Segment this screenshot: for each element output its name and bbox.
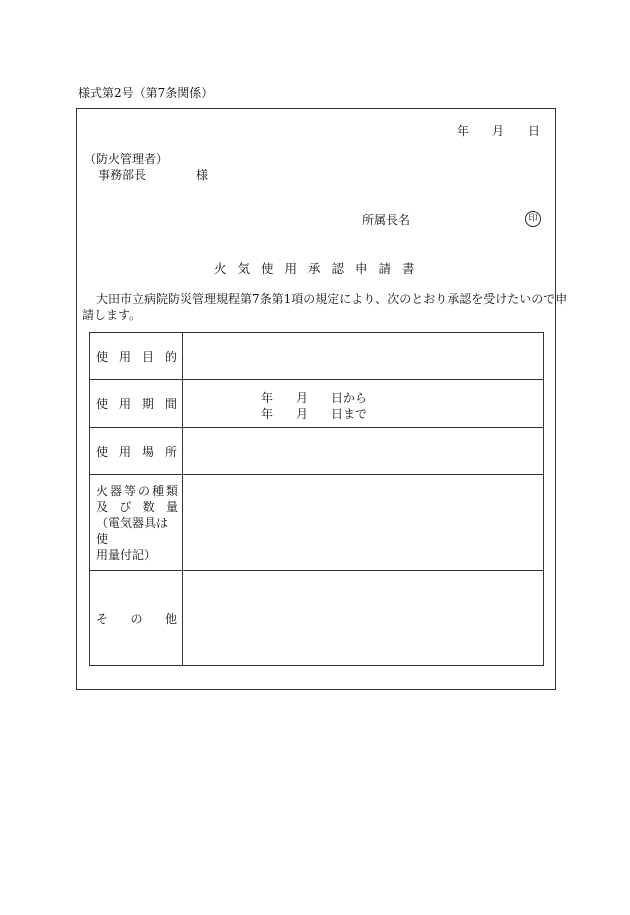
period-from-year: 年 [261,391,274,405]
equipment-label: 火 器 等 の 種 類 及 び 数 量 （電気器具は使 用量付記） [96,483,178,562]
addressee-title: 事務部長 [98,168,147,182]
table-row-period [90,380,544,428]
body-text-line-1: 大田市立病院防災管理規程第7条第1項の規定により、次のとおり承認を受けたいので申 [96,292,568,306]
document-title: 火気使用承認申請書 [214,261,426,276]
place-label: 使 用 場 所 [96,444,177,459]
date-month-label: 月 [492,124,505,138]
seal-mark: 印 [525,211,541,227]
period-from-month: 月 [296,391,309,405]
period-to-month: 月 [296,407,309,421]
table-row-purpose [90,333,544,380]
place-value-cell[interactable] [183,428,544,475]
period-label: 使 用 期 間 [96,397,177,411]
body-text-line-2: 請します。 [82,308,142,322]
date-year-label: 年 [457,124,470,138]
purpose-value-cell[interactable] [183,333,544,380]
addressee-honorific: 様 [196,168,209,182]
table-row-equipment [90,475,544,571]
form-number-label: 様式第2号（第7条関係） [78,86,214,100]
equipment-value-cell[interactable] [183,475,544,571]
applicant-name-label: 所属長名 [362,213,411,227]
period-from-day: 日から [331,391,368,405]
period-value-cell[interactable] [183,380,544,428]
other-value-cell[interactable] [183,571,544,666]
table-row-other [90,571,544,666]
other-label: そ の 他 [96,611,177,626]
addressee-role: （防火管理者） [84,152,169,166]
application-table [89,332,544,666]
table-row-place [90,428,544,475]
purpose-label: 使 用 目 的 [96,349,177,364]
date-day-label: 日 [528,124,541,138]
period-to-year: 年 [261,407,274,421]
period-to-day: 日まで [331,407,368,421]
